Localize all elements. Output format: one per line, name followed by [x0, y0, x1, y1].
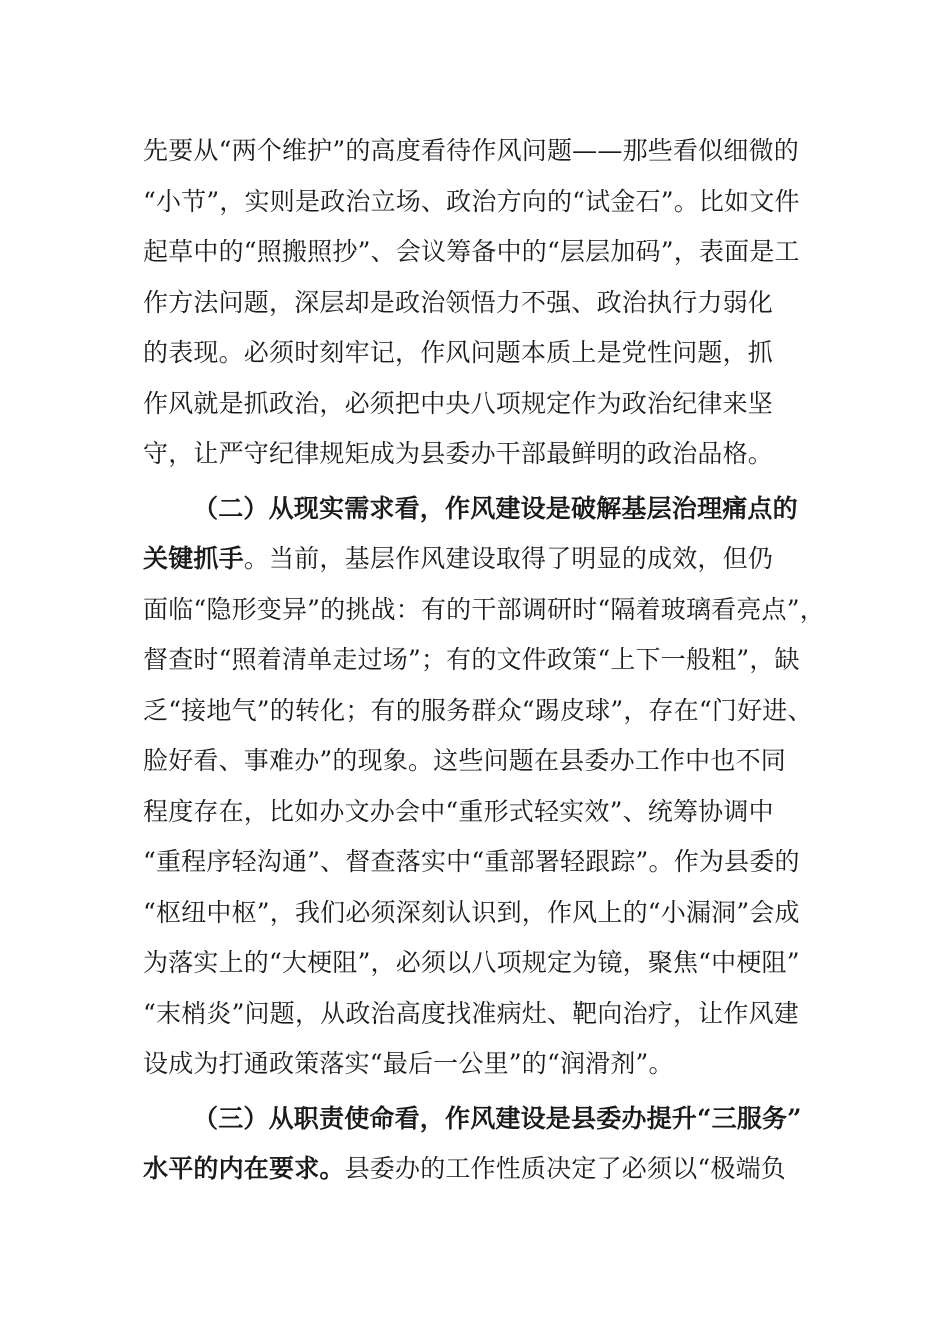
text-line — [143, 1144, 813, 1195]
text-span: 县委办的工作性质决定了必须以“极端负 — [344, 1154, 786, 1183]
text-line: 乏“接地气”的转化；有的服务群众“踢皮球”，存在“门好进、 — [143, 695, 813, 725]
text-line: 的表现。必须时刻牢记，作风问题本质上是党性问题，抓 — [143, 338, 774, 367]
text-line: 作风就是抓政治，必须把中央八项规定作为政治纪律来坚 — [143, 388, 774, 418]
section-heading: （二）从现实需求看，作风建设是破解基层治理痛点的 — [193, 493, 798, 523]
paragraph-political-perspective — [143, 126, 813, 480]
text-line: 守，让严守纪律规矩成为县委办干部最鲜明的政治品格。 — [143, 439, 774, 468]
section-heading: （三）从职责使命看，作风建设是县委办提升“三服务” — [193, 1103, 802, 1133]
paragraph-duty-mission — [143, 1094, 813, 1195]
section-heading-end: 水平的内在要求。 — [143, 1154, 345, 1183]
text-line: “重程序轻沟通”、督查落实中“重部署轻跟踪”。作为县委的 — [143, 847, 800, 876]
text-line: 作方法问题，深层却是政治领悟力不强、政治执行力弱化 — [143, 287, 774, 317]
text-line: 脸好看、事难办”的现象。这些问题在县委办工作中也不同 — [143, 746, 786, 775]
text-line: “末梢炎”问题，从政治高度找准病灶、靶向治疗，让作风建 — [143, 998, 799, 1028]
text-line: 设成为打通政策落实“最后一公里”的“润滑剂”。 — [143, 1049, 674, 1078]
paragraph-practical-needs — [143, 484, 825, 1090]
text-line: 面临“隐形变异”的挑战：有的干部调研时“隔着玻璃看亮点”， — [143, 594, 825, 624]
text-line: 督查时“照着清单走过场”；有的文件政策“上下一般粗”，缺 — [143, 645, 800, 674]
text-span: 。当前，基层作风建设取得了明显的成效，但仍 — [243, 544, 774, 573]
text-line: 先要从“两个维护”的高度看待作风问题——那些看似细微的 — [143, 136, 799, 165]
text-line: 为落实上的“大梗阻”，必须以八项规定为镜，聚焦“中梗阻” — [143, 948, 800, 977]
text-line — [143, 534, 813, 585]
text-line: “枢纽中枢”，我们必须深刻认识到，作风上的“小漏洞”会成 — [143, 897, 800, 927]
text-line: 起草中的“照搬照抄”、会议筹备中的“层层加码”，表面是工 — [143, 237, 800, 266]
text-line: 程度存在，比如办文办会中“重形式轻实效”、统筹协调中 — [143, 796, 774, 826]
text-line: “小节”，实则是政治立场、政治方向的“试金石”。比如文件 — [143, 186, 800, 216]
section-heading-end: 关键抓手 — [143, 544, 244, 573]
document-body — [143, 126, 825, 1195]
